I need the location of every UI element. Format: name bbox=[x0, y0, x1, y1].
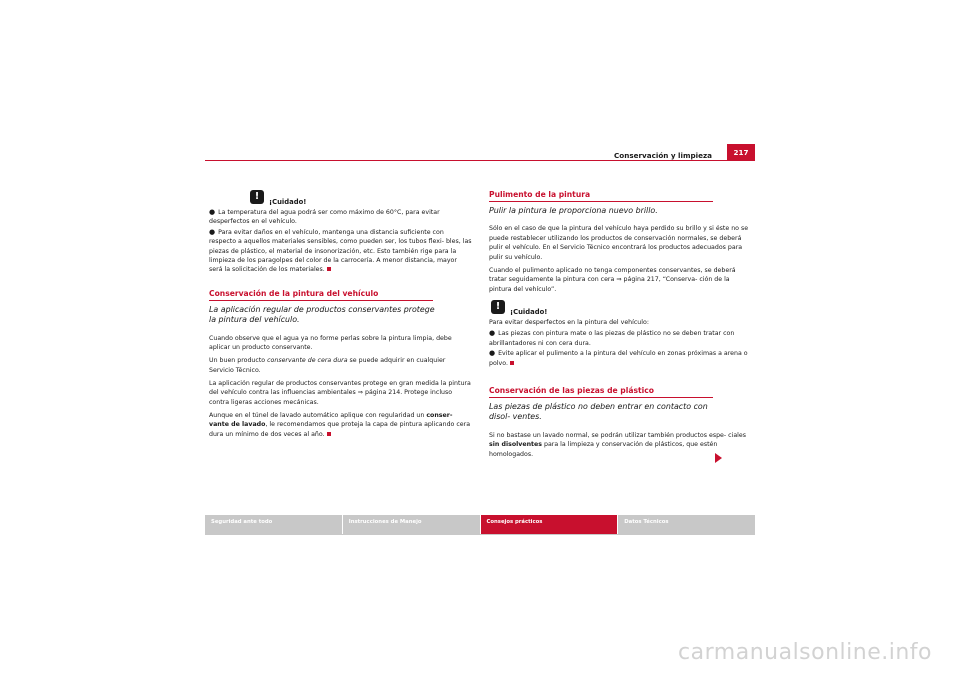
paragraph: Cuando observe que el agua ya no forme perlas sobre la pintura limpia, debe aplicar un producto conservante. bbox=[209, 334, 452, 352]
section-title: Pulimento de la pintura bbox=[489, 190, 713, 202]
bullet-icon: ● bbox=[489, 329, 496, 338]
bold-text: conser- vante de lavado bbox=[209, 411, 453, 429]
paragraph bbox=[209, 356, 472, 375]
warning-intro: Para evitar desperfectos en la pintura del vehículo: bbox=[489, 319, 649, 327]
warning-icon: ! bbox=[491, 300, 505, 314]
bullet-text: La temperatura del agua podrá ser como máximo de 60°C, para evitar desperfectos en el vehículo. bbox=[209, 209, 440, 226]
end-of-section-icon bbox=[327, 432, 331, 436]
text-run: Aunque en el túnel de lavado automático aplique con regularidad un bbox=[209, 411, 427, 419]
section-subtitle: La aplicación regular de productos conservantes protege la pintura del vehículo. bbox=[209, 304, 435, 325]
page-number: 217 bbox=[727, 144, 755, 161]
bullet-icon: ● bbox=[209, 208, 216, 216]
footer-tab-instrucciones[interactable]: Instrucciones de Manejo bbox=[343, 515, 480, 534]
bullet-text: Evite aplicar el pulimento a la pintura del vehículo en zonas próximas a arena o polvo. bbox=[489, 350, 748, 367]
text-run: se puede adquirir en cualquier Servicio Técnico. bbox=[209, 357, 446, 374]
section-subtitle: Pulir la pintura le proporciona nuevo brillo. bbox=[489, 206, 658, 215]
text-run: Un buen producto bbox=[209, 357, 268, 365]
italic-text: conservante de cera dura bbox=[267, 357, 348, 365]
text-run: , le recomendamos que proteja la capa de pintura aplicando cera dura un mínimo de dos veces al año. bbox=[209, 421, 471, 438]
paragraph: Cuando el pulimento aplicado no tenga componentes conservantes, se deberá tratar seguidamente la pintura con cera ⇒ página 217, “Conserva- ción de la pintura del vehículo”. bbox=[489, 266, 736, 293]
bullet-icon: ● bbox=[209, 227, 216, 236]
warning-bullet bbox=[209, 228, 472, 275]
bullet-text: Las piezas con pintura mate o las piezas de plástico no se deben tratar con abrillantadores ni con cera dura. bbox=[489, 330, 735, 347]
warning-header bbox=[209, 190, 472, 207]
section-title: Conservación de la pintura del vehículo bbox=[209, 289, 433, 301]
bullet-text: Para evitar daños en el vehículo, mantenga una distancia suficiente con respecto a aquellos materiales sensibles, como pueden ser, los tubos flexi- bles, las piezas de plástico, el material de insonorización, etc. Esto también rige para la limpieza de los paragolpes del color de la carrocería. A menor distancia, mayor será la solicitación de los materiales. bbox=[209, 228, 472, 274]
footer-tab-datos[interactable]: Datos Técnicos bbox=[618, 515, 755, 534]
right-column bbox=[489, 190, 752, 463]
end-of-section-icon bbox=[327, 267, 331, 271]
warning-header bbox=[489, 300, 752, 317]
page-header-title: Conservación y limpieza bbox=[614, 151, 712, 160]
footer-divider bbox=[205, 534, 755, 535]
text-run: Si no bastase un lavado normal, se podrán utilizar también productos espe- ciales bbox=[489, 431, 746, 439]
left-column bbox=[209, 190, 472, 443]
paragraph: La aplicación regular de productos conservantes protege en gran medida la pintura del vehículo contra las influencias ambientales ⇒ página 214. Protege incluso contra ligeras acciones mecánicas. bbox=[209, 379, 471, 406]
bold-text: sin disolventes bbox=[489, 441, 542, 449]
warning-bullet bbox=[489, 349, 752, 368]
watermark: carmanualsonline.info bbox=[678, 640, 932, 665]
bullet-icon: ● bbox=[489, 349, 496, 358]
end-of-section-icon bbox=[510, 361, 514, 365]
warning-bullet bbox=[209, 208, 472, 227]
continue-arrow-icon bbox=[715, 453, 722, 463]
paragraph: Sólo en el caso de que la pintura del vehículo haya perdido su brillo y si éste no se puede restablecer utilizando los productos de conservación normales, se deberá pulir el vehículo. En el Servicio Técnico encontrará los productos adecuados para pulir su vehículo. bbox=[489, 225, 749, 261]
section-subtitle: Las piezas de plástico no deben entrar en contacto con disol- ventes. bbox=[489, 402, 708, 422]
section-title: Conservación de las piezas de plástico bbox=[489, 386, 713, 398]
text-run: para la limpieza y conservación de plásticos, que estén homologados. bbox=[489, 441, 718, 458]
footer-tab-consejos[interactable]: Consejos prácticos bbox=[481, 515, 618, 534]
warning-bullet bbox=[489, 329, 752, 348]
warning-icon: ! bbox=[250, 190, 264, 204]
paragraph bbox=[489, 431, 752, 459]
footer-nav bbox=[205, 515, 755, 534]
paragraph bbox=[209, 411, 472, 439]
warning-title: ¡Cuidado! bbox=[269, 198, 307, 206]
footer-tab-seguridad[interactable]: Seguridad ante todo bbox=[205, 515, 342, 534]
warning-title: ¡Cuidado! bbox=[510, 308, 548, 317]
header-divider bbox=[205, 160, 755, 161]
